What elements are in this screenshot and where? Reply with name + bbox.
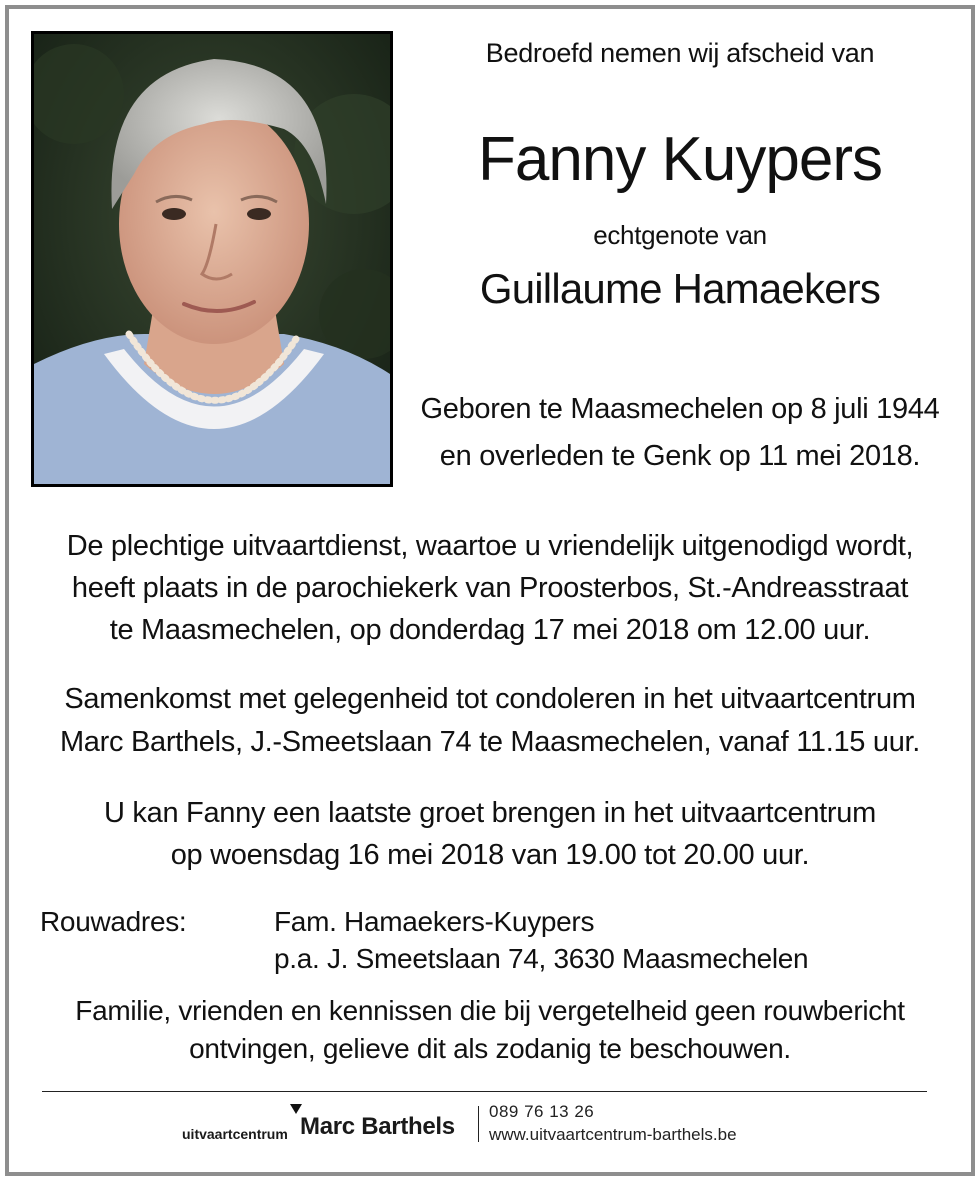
death-info: en overleden te Genk op 11 mei 2018. <box>439 440 921 472</box>
closing-line: Familie, vrienden en kennissen die bij vergetelheid geen rouwbericht <box>75 995 905 1026</box>
brand-name: Marc Barthels <box>300 1113 455 1140</box>
viewing-line: U kan Fanny een laatste groet brengen in het uitvaartcentrum <box>104 797 876 829</box>
website-link[interactable]: www.uitvaartcentrum-barthels.be <box>489 1125 737 1144</box>
deceased-name: Fanny Kuypers <box>478 125 882 194</box>
spouse-label: echtgenote van <box>593 220 767 250</box>
spouse-name: Guillaume Hamaekers <box>479 265 881 312</box>
birth-info: Geboren te Maasmechelen op 8 juli 1944 <box>420 393 940 425</box>
gathering-line: Marc Barthels, J.-Smeetslaan 74 te Maasmechelen, vanaf 11.15 uur. <box>59 726 921 758</box>
mourning-address-label: Rouwadres: <box>40 906 187 937</box>
portrait-photo <box>31 31 393 487</box>
footer-separator <box>478 1106 479 1142</box>
gathering-line: Samenkomst met gelegenheid tot condoleren in het uitvaartcentrum <box>64 683 916 715</box>
service-line: te Maasmechelen, op donderdag 17 mei 2018 om 12.00 uur. <box>109 614 871 646</box>
phone-number: 089 76 13 26 <box>489 1102 595 1121</box>
viewing-line: op woensdag 16 mei 2018 van 19.00 tot 20.00 uur. <box>170 839 810 871</box>
mourning-address-line: p.a. J. Smeetslaan 74, 3630 Maasmechelen <box>274 943 809 974</box>
closing-line: ontvingen, gelieve dit als zodanig te beschouwen. <box>189 1033 791 1064</box>
mourning-address-line: Fam. Hamaekers-Kuypers <box>274 906 595 937</box>
footer-divider <box>42 1091 927 1092</box>
service-line: heeft plaats in de parochiekerk van Proosterbos, St.-Andreasstraat <box>71 572 909 604</box>
intro-text: Bedroefd nemen wij afscheid van <box>485 38 875 68</box>
brand-small-text: uitvaartcentrum <box>182 1126 288 1142</box>
portrait-image <box>34 34 390 484</box>
service-line: De plechtige uitvaartdienst, waartoe u vriendelijk uitgenodigd wordt, <box>66 530 914 562</box>
